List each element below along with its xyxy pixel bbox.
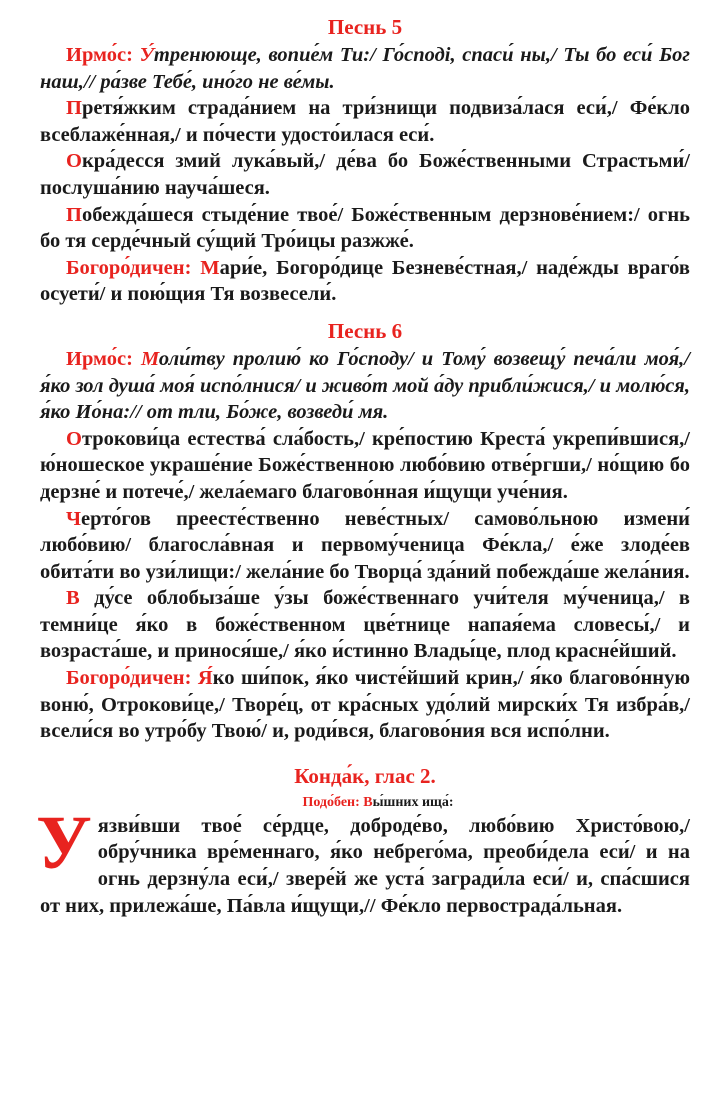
song5-heading: Песнь 5 <box>327 15 403 39</box>
irmos-label: Ирмо́с: <box>66 44 140 66</box>
troparion-text: кра́десся змий лука́вый,/ де́ва бо Боже́ственными Страстьми́/ послуша́нию науча́шеся. <box>40 150 690 199</box>
troparion-first-letter: О <box>66 150 82 173</box>
song5-theotokion <box>40 255 690 308</box>
song5-troparion-3 <box>40 202 690 255</box>
troparion-first-letter: П <box>66 203 82 226</box>
troparion-first-letter: В <box>66 587 80 610</box>
podoben-text: ы́шних ища́: <box>372 794 454 810</box>
troparion-text: ду́се облобыза́ше у́зы боже́ственнаго учи́теля му́ченица,/ в темни́це я́ко в боже́ственном цве́тнице напая́ема словесы́,/ и возраста́ше, и принося́ше,/ я́ко и́стинно Влады́це, плод красне́йший. <box>40 587 690 663</box>
song5-irmos <box>40 42 690 95</box>
troparion-text: обежда́шеся стыде́ние твое́/ Боже́ственным дерзнове́нием:/ огнь бо тя серде́чный су́щий Тро́ицы разжже́. <box>40 203 690 253</box>
troparion-text: ерто́гов преесте́ственно неве́стных/ самово́льною измени́ любо́вию/ благосла́вная и первому́ченица Фе́кла,/ е́же злоде́ев обита́ти во узи́лищи:/ жела́ние бо Творца́ зда́ний побежда́ше жела́ния. <box>40 507 690 583</box>
irmos-label: Ирмо́с: <box>66 347 141 370</box>
irmos-first-letter: У́ <box>139 44 154 66</box>
podoben-label: Подо́бен: <box>302 794 364 810</box>
troparion-text: ретя́жким страда́нием на три́знищи подвиза́лася еси́,/ Фе́кло всеблаже́нная,/ и по́чести удосто́илася еси́. <box>40 97 690 146</box>
kondak-podoben <box>40 793 690 813</box>
theotokion-text: ко ши́пок, я́ко чисте́йший крин,/ я́ко благово́нную воню́, Отрокови́це,/ Творе́ц, от кра́сных удо́лий мирски́х Тя избра́в,/ всели́ся во утро́бу Твою́/ и, роди́вся, благово́ния вся испо́лни. <box>40 667 690 743</box>
kondak-heading: Конда́к, глас 2. <box>294 763 436 788</box>
troparion-text: трокови́ца естества́ сла́бость,/ кре́постию Креста́ укрепи́вшися,/ ю́ношеское украше́ние Боже́ственною любо́вию отве́ргши,/ но́щию бо дерзне́ и потече́,/ жела́емаго благово́нная и́щущи уче́ния. <box>40 427 690 503</box>
theotokion-first-letter: Я́ <box>197 667 213 690</box>
troparion-first-letter: Ч <box>66 507 82 530</box>
song6-irmos <box>40 346 690 426</box>
song6-heading: Песнь 6 <box>327 318 403 343</box>
song6-troparion-1 <box>40 426 690 506</box>
irmos-text: тренююще, вопие́м Ти:/ Го́сподi, спаси́ ны,/ Ты бо еси́ Бог наш,// ра́зве Тебе́, ино́го не ве́мы. <box>40 44 690 93</box>
theotokion-first-letter: М <box>200 256 220 279</box>
song6-troparion-2 <box>40 506 690 586</box>
song5-troparion-1 <box>40 95 690 148</box>
song6-theotokion <box>40 665 690 745</box>
podoben-first-letter: В <box>363 794 373 810</box>
kondak-text: язви́вши твое́ се́рдце, доброде́во, любо́вию Христо́вою,/ обру́чника вре́меннаго, я́ко небрего́ма, преоби́дела еси́/ и на огнь дерзну́ла еси́,/ звере́й же уста́ загради́ла еси́/ и, спа́сшися от них, прилежа́ше, Па́вла и́щущи,// Фе́кло первострада́льная. <box>40 814 690 917</box>
kondak-dropcap: У <box>36 800 92 885</box>
theotokion-text: ари́е, Богоро́дице Безневе́стная,/ наде́жды враго́в осуети́/ и пою́щия Тя возвесели́. <box>40 256 690 306</box>
theotokion-label: Богоро́дичен: <box>66 256 201 279</box>
theotokion-label: Богоро́дичен: <box>66 667 198 690</box>
irmos-text: оли́тву пролию́ ко Го́споду/ и Тому́ возвещу́ печа́ли моя́,/ я́ко зол душа́ моя́ испо́лнися/ и живо́т мой а́ду прибли́жися,/ и молю́ся, я́ко Ио́на:// от тли, Бо́же, возведи́ мя. <box>40 347 690 424</box>
song5-troparion-2 <box>40 148 690 201</box>
troparion-first-letter: П <box>66 97 82 120</box>
troparion-first-letter: О <box>66 427 82 450</box>
song6-troparion-3 <box>40 585 690 665</box>
irmos-first-letter: М <box>140 347 159 370</box>
